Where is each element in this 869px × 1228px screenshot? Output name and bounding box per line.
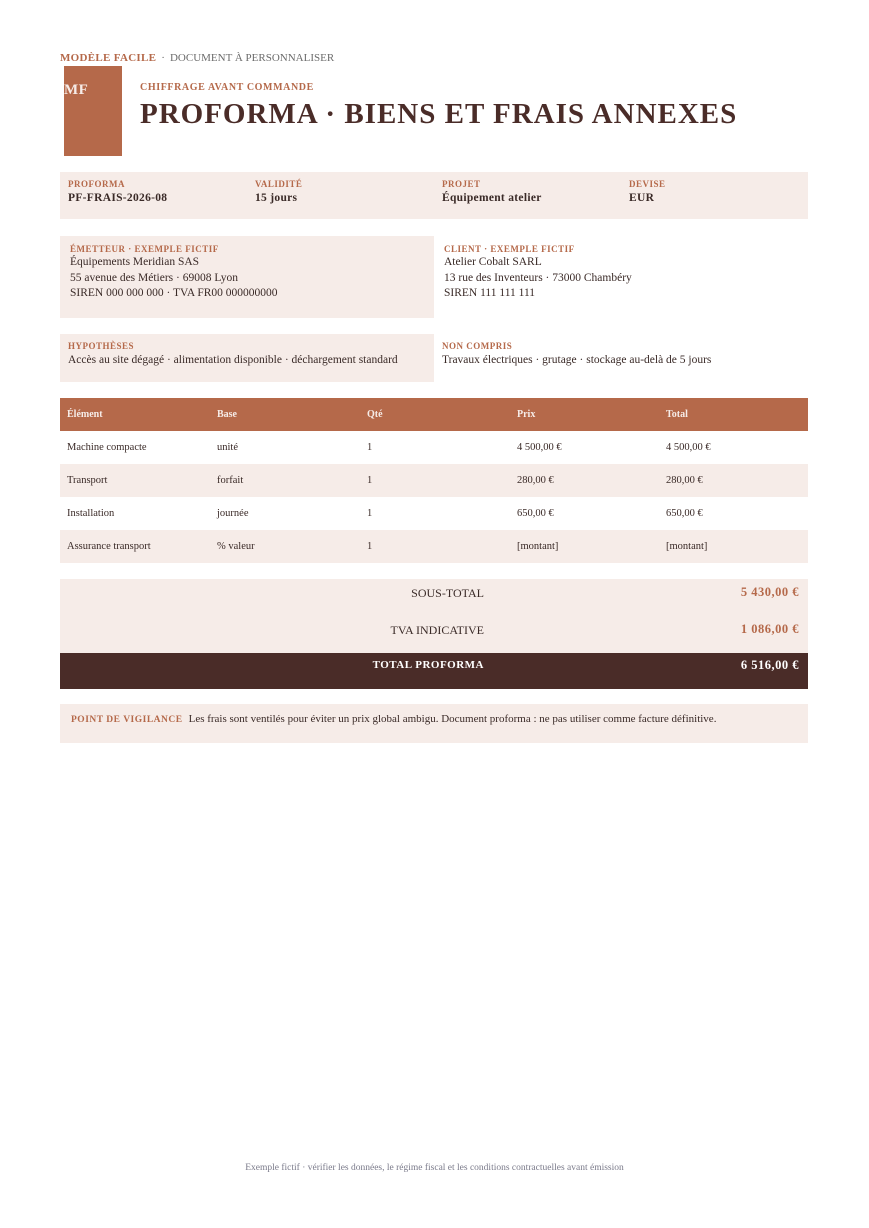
topline-separator: · [161, 52, 165, 64]
client-address: 13 rue des Inventeurs · 73000 Chambéry [444, 271, 632, 284]
cell-total: 650,00 € [666, 508, 703, 519]
table-header-row [60, 398, 808, 431]
subtotal-label: SOUS-TOTAL [411, 586, 484, 600]
footer-disclaimer: Exemple fictif · vérifier les données, le régime fiscal et les conditions contractuelles avant émission [245, 1163, 624, 1173]
vat-label: TVA INDICATIVE [390, 623, 484, 637]
table-row [60, 530, 808, 563]
vigilance-label: POINT DE VIGILANCE [71, 715, 183, 725]
cell-total: 4 500,00 € [666, 442, 711, 453]
header-element: Élément [60, 398, 210, 431]
cell-price: 280,00 € [510, 464, 659, 497]
document-topline [60, 52, 334, 64]
cell-base: unité [217, 442, 238, 453]
brand-name: MODÈLE FACILE [60, 52, 157, 64]
cell-price: 650,00 € [517, 508, 554, 519]
issuer-label: ÉMETTEUR · EXEMPLE FICTIF [70, 244, 219, 254]
cell-price: 4 500,00 € [517, 442, 562, 453]
document-title: PROFORMA · BIENS ET FRAIS ANNEXES [140, 98, 738, 130]
hypotheses-block [60, 334, 434, 382]
cell-element: Machine compacte [67, 442, 147, 453]
vat-value: 1 086,00 € [740, 622, 799, 636]
cell-quantity: 1 [367, 508, 373, 519]
grand-total-value: 6 516,00 € [740, 658, 799, 672]
excluded-text: Travaux électriques · grutage · stockage au-delà de 5 jours [442, 354, 712, 366]
issuer-ids: SIREN 000 000 000 · TVA FR00 000000000 [70, 287, 278, 299]
issuer-address: 55 avenue des Métiers · 69008 Lyon [70, 271, 238, 284]
meta-value: EUR [629, 192, 655, 204]
meta-label: VALIDITÉ [255, 179, 303, 189]
meta-value: 15 jours [255, 192, 298, 204]
excluded-block [434, 334, 808, 382]
vigilance-note [60, 704, 808, 743]
cell-base: forfait [210, 464, 360, 497]
client-block [434, 236, 808, 318]
document-kicker: CHIFFRAGE AVANT COMMANDE [140, 82, 314, 93]
meta-value: PF-FRAIS-2026-08 [68, 192, 168, 204]
issuer-name: Équipements Meridian SAS [70, 256, 200, 268]
issuer-block [60, 236, 434, 318]
hypotheses-label: HYPOTHÈSES [68, 341, 135, 351]
meta-currency [629, 179, 666, 204]
grand-total-label: TOTAL PROFORMA [372, 659, 484, 671]
excluded-label: NON COMPRIS [442, 341, 513, 351]
client-ids: SIREN 111 111 111 [444, 287, 536, 299]
vigilance-text: Les frais sont ventilés pour éviter un prix global ambigu. Document proforma : ne pas utiliser comme facture définitive. [188, 713, 717, 725]
header-quantity: Qté [360, 398, 510, 431]
table-row [60, 464, 808, 497]
logo-text: MF [64, 82, 89, 98]
grand-total-row [60, 653, 808, 689]
totals-block [60, 579, 808, 689]
client-label: CLIENT · EXEMPLE FICTIF [444, 244, 575, 254]
meta-label: DEVISE [629, 179, 666, 189]
cell-quantity: 1 [360, 464, 510, 497]
vat-row [60, 616, 808, 653]
meta-label: PROFORMA [68, 179, 125, 189]
meta-project [442, 179, 542, 204]
meta-value: Équipement atelier [442, 192, 542, 204]
subtotal-row [60, 579, 808, 616]
client-name: Atelier Cobalt SARL [444, 256, 542, 268]
cell-total: 280,00 € [659, 464, 808, 497]
meta-validity [255, 179, 302, 204]
meta-band [60, 172, 808, 219]
document-subtitle: DOCUMENT À PERSONNALISER [169, 52, 335, 64]
header-base: Base [210, 398, 360, 431]
cell-total: [montant] [659, 530, 808, 563]
cell-base: % valeur [210, 530, 360, 563]
header-total: Total [659, 398, 808, 431]
cell-quantity: 1 [367, 442, 373, 453]
subtotal-value: 5 430,00 € [740, 585, 799, 599]
cell-quantity: 1 [360, 530, 510, 563]
cell-element: Transport [60, 464, 210, 497]
cell-price: [montant] [510, 530, 659, 563]
meta-label: PROJET [442, 179, 481, 189]
header-price: Prix [510, 398, 659, 431]
cell-base: journée [217, 508, 249, 519]
table-row [60, 497, 808, 530]
logo-badge [64, 66, 122, 156]
table-row [60, 431, 808, 464]
cell-element: Assurance transport [60, 530, 210, 563]
cell-element: Installation [67, 508, 115, 519]
hypotheses-text: Accès au site dégagé · alimentation disponible · déchargement standard [68, 354, 398, 366]
items-table [60, 398, 808, 563]
meta-proforma [68, 179, 167, 204]
